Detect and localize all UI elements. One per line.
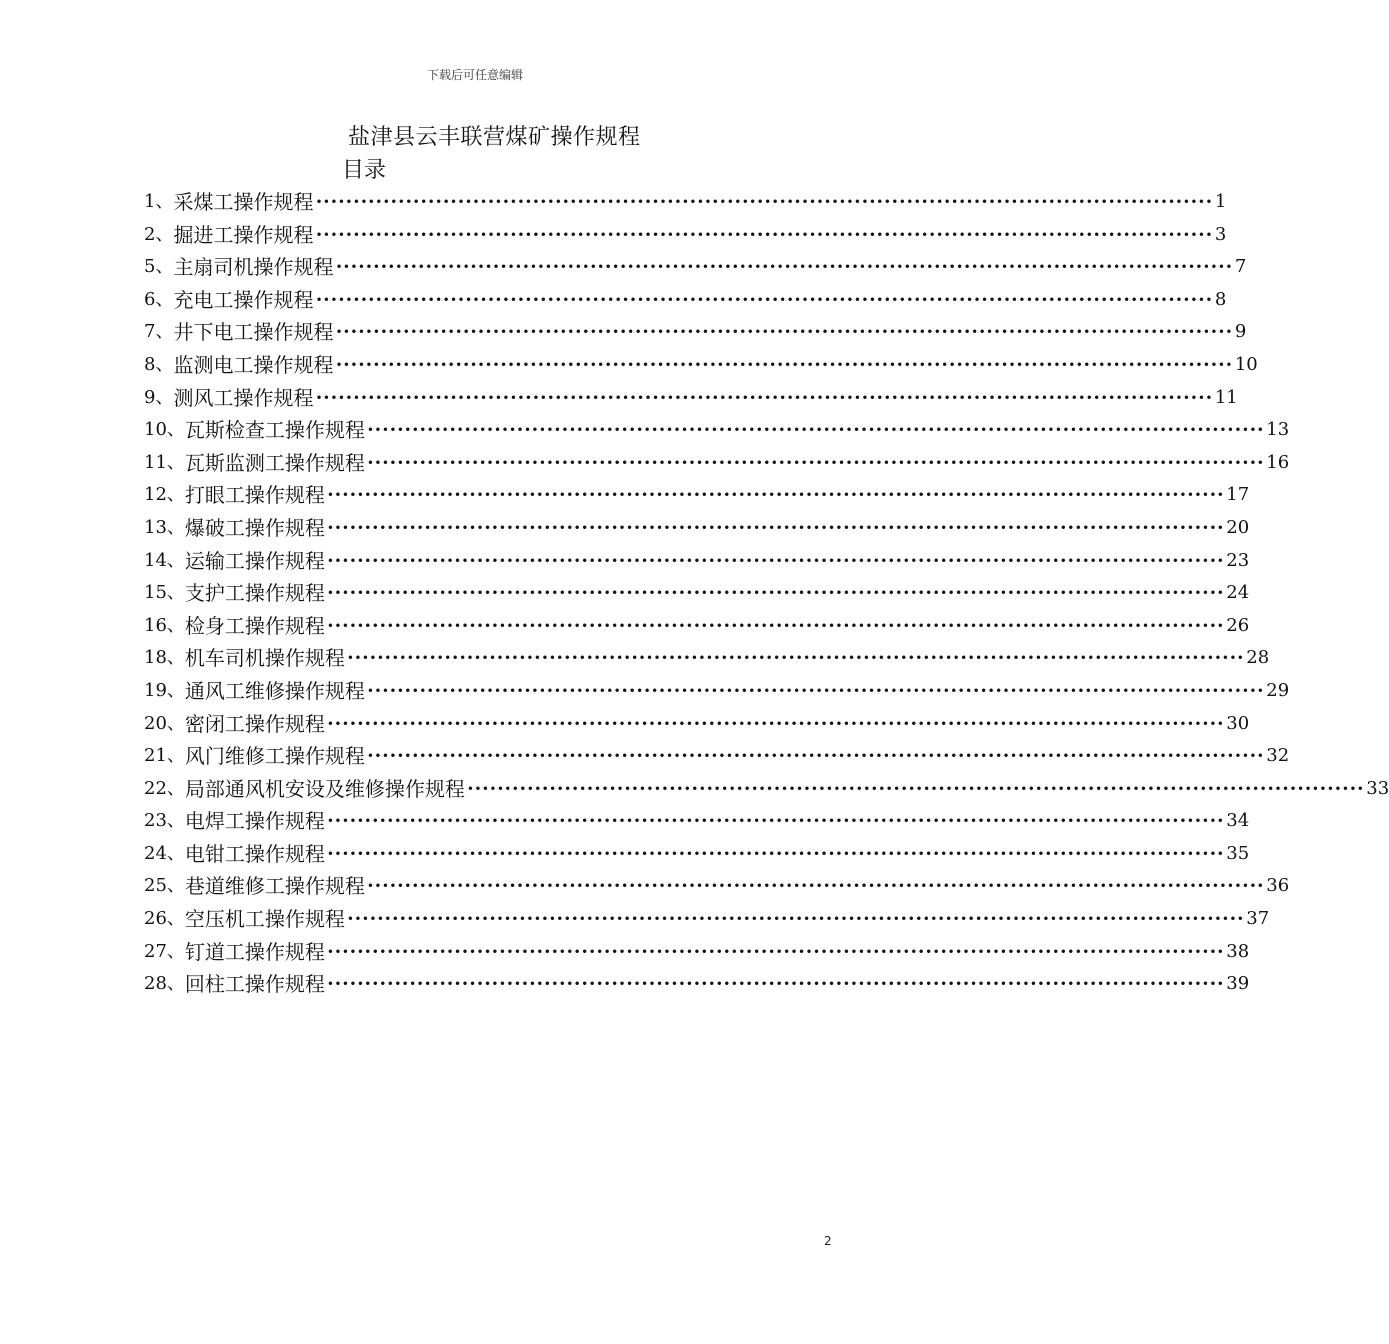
toc-item[interactable]	[144, 382, 1238, 415]
toc-item-page: 39	[1226, 973, 1250, 995]
toc-dot-leader: ••••••••••••••••••••••••••••••••••••••••••••••••••••••••••••••••••••••••••••••••••••••••••••••••••••••••••••••••••••••••	[315, 227, 1213, 242]
toc-item-number: 14、	[144, 549, 185, 571]
toc-item[interactable]	[144, 414, 1290, 447]
toc-item-page: 29	[1266, 679, 1290, 701]
toc-item-page: 26	[1226, 614, 1250, 636]
toc-item-number: 16、	[144, 614, 185, 636]
toc-item-number: 12、	[144, 484, 185, 506]
toc-item-number: 27、	[144, 940, 185, 962]
toc-item[interactable]	[144, 479, 1250, 512]
toc-item-number: 24、	[144, 842, 185, 864]
toc-heading: 目录	[342, 158, 387, 183]
toc-dot-leader: ••••••••••••••••••••••••••••••••••••••••••••••••••••••••••••••••••••••••••••••••••••••••••••••••••••••••••••••••••••••••	[326, 520, 1225, 535]
toc-item-number: 19、	[144, 679, 185, 701]
toc-dot-leader: ••••••••••••••••••••••••••••••••••••••••••••••••••••••••••••••••••••••••••••••••••••••••••••••••••••••••••••••••••••••••	[326, 716, 1225, 731]
toc-item[interactable]	[144, 447, 1290, 480]
toc-dot-leader: ••••••••••••••••••••••••••••••••••••••••••••••••••••••••••••••••••••••••••••••••••••••••••••••••••••••••••••••••••••••••	[326, 553, 1225, 568]
toc-item[interactable]	[144, 186, 1227, 219]
toc-item[interactable]	[144, 903, 1270, 936]
toc-item-label: 密闭工操作规程	[184, 711, 325, 736]
toc-item-number: 20、	[144, 712, 185, 734]
toc-item-label: 瓦斯检查工操作规程	[184, 418, 365, 443]
toc-dot-leader: ••••••••••••••••••••••••••••••••••••••••••••••••••••••••••••••••••••••••••••••••••••••••••••••••••••••••••••••••••••••••	[335, 357, 1233, 372]
toc-dot-leader: ••••••••••••••••••••••••••••••••••••••••••••••••••••••••••••••••••••••••••••••••••••••••••••••••••••••••••••••••••••••••	[315, 292, 1213, 307]
toc-item-label: 钉道工操作规程	[184, 939, 325, 964]
toc-item-label: 支护工操作规程	[184, 581, 325, 606]
toc-item-page: 13	[1266, 419, 1290, 441]
toc-item-label: 运输工操作规程	[184, 548, 325, 573]
toc-item-page: 30	[1226, 712, 1250, 734]
toc-item-label: 回柱工操作规程	[184, 972, 325, 997]
toc-item[interactable]	[144, 805, 1250, 838]
toc-dot-leader: ••••••••••••••••••••••••••••••••••••••••••••••••••••••••••••••••••••••••••••••••••••••••••••••••••••••••••••••••••••••••	[326, 944, 1225, 959]
toc-item-label: 电钳工操作规程	[184, 841, 325, 866]
toc-item[interactable]	[144, 251, 1247, 284]
toc-item-page: 8	[1214, 288, 1227, 310]
toc-item[interactable]	[144, 642, 1270, 675]
toc-item[interactable]	[144, 219, 1227, 252]
toc-item[interactable]	[144, 936, 1250, 969]
toc-dot-leader: ••••••••••••••••••••••••••••••••••••••••••••••••••••••••••••••••••••••••••••••••••••••••••••••••••••••••••••••••••••••••	[346, 651, 1245, 666]
toc-item-number: 26、	[144, 908, 185, 930]
toc-dot-leader: ••••••••••••••••••••••••••••••••••••••••••••••••••••••••••••••••••••••••••••••••••••••••••••••••••••••••••••••••••••••••	[326, 488, 1225, 503]
toc-item-page: 11	[1214, 386, 1238, 408]
toc-item-page: 35	[1226, 842, 1250, 864]
toc-item-page: 37	[1246, 908, 1270, 930]
toc-item-page: 24	[1226, 582, 1250, 604]
toc-dot-leader: ••••••••••••••••••••••••••••••••••••••••••••••••••••••••••••••••••••••••••••••••••••••••••••••••••••••••••••••••••••••••	[366, 879, 1265, 894]
toc-item-number: 15、	[144, 582, 185, 604]
toc-item[interactable]	[144, 545, 1250, 578]
toc-item-page: 32	[1266, 745, 1290, 767]
toc-item-page: 17	[1226, 484, 1250, 506]
toc-item-label: 采煤工操作规程	[173, 190, 314, 214]
toc-item-page: 28	[1246, 647, 1270, 669]
toc-item-label: 监测电工操作规程	[173, 352, 334, 377]
toc-item[interactable]	[144, 577, 1250, 610]
toc-item[interactable]	[144, 512, 1250, 545]
toc-dot-leader: ••••••••••••••••••••••••••••••••••••••••••••••••••••••••••••••••••••••••••••••••••••••••••••••••••••••••••••••••••••••••	[326, 814, 1225, 829]
toc-item-label: 充电工操作规程	[173, 287, 314, 312]
toc-item[interactable]	[144, 773, 1389, 806]
toc-item[interactable]	[144, 740, 1290, 773]
toc-item-label: 主扇司机操作规程	[173, 255, 334, 280]
toc-item[interactable]	[144, 610, 1250, 643]
toc-item[interactable]	[144, 708, 1250, 741]
toc-dot-leader: ••••••••••••••••••••••••••••••••••••••••••••••••••••••••••••••••••••••••••••••••••••••••••••••••••••••••••••••••••••••••	[366, 455, 1265, 470]
toc-dot-leader: ••••••••••••••••••••••••••••••••••••••••••••••••••••••••••••••••••••••••••••••••••••••••••••••••••••••••••••••••••••••••	[326, 586, 1225, 601]
toc-item[interactable]	[144, 968, 1250, 1001]
toc-item[interactable]	[144, 316, 1247, 349]
toc-dot-leader: ••••••••••••••••••••••••••••••••••••••••••••••••••••••••••••••••••••••••••••••••••••••••••••••••••••••••••••••••••••••••	[315, 390, 1213, 405]
toc-item-label: 风门维修工操作规程	[184, 744, 365, 769]
toc-dot-leader: ••••••••••••••••••••••••••••••••••••••••••••••••••••••••••••••••••••••••••••••••••••••••••••••••••••••••••••••••••••••••	[326, 618, 1225, 633]
document-title: 盐津县云丰联营煤矿操作规程	[348, 125, 641, 150]
toc-dot-leader: ••••••••••••••••••••••••••••••••••••••••••••••••••••••••••••••••••••••••••••••••••••••••••••••••••••••••••••••••••••••••	[315, 195, 1213, 209]
toc-item-page: 9	[1234, 321, 1247, 343]
toc-item-number: 9、	[144, 386, 174, 408]
table-of-contents	[144, 186, 1389, 1001]
toc-item-page: 7	[1234, 256, 1247, 278]
toc-item-number: 18、	[144, 647, 185, 669]
toc-dot-leader: ••••••••••••••••••••••••••••••••••••••••••••••••••••••••••••••••••••••••••••••••••••••••••••••••••••••••••••••••••••••••	[335, 260, 1233, 275]
toc-item-page: 10	[1234, 353, 1258, 375]
toc-item-label: 测风工操作规程	[173, 385, 314, 410]
toc-item-number: 25、	[144, 875, 185, 897]
header-note: 下载后可任意编辑	[426, 68, 523, 82]
toc-item-label: 检身工操作规程	[184, 613, 325, 638]
toc-item-page: 38	[1226, 940, 1250, 962]
toc-dot-leader: ••••••••••••••••••••••••••••••••••••••••••••••••••••••••••••••••••••••••••••••••••••••••••••••••••••••••••••••••••••••••	[326, 846, 1225, 861]
toc-item[interactable]	[144, 349, 1258, 382]
toc-item-number: 2、	[144, 223, 174, 245]
toc-item-label: 电焊工操作规程	[184, 809, 325, 834]
toc-item-label: 爆破工操作规程	[184, 515, 325, 540]
toc-item-label: 瓦斯监测工操作规程	[184, 450, 365, 475]
toc-item-number: 1、	[144, 191, 174, 212]
toc-item-number: 10、	[144, 419, 185, 441]
toc-item[interactable]	[144, 675, 1290, 708]
toc-item[interactable]	[144, 838, 1250, 871]
toc-item[interactable]	[144, 870, 1290, 903]
toc-dot-leader: ••••••••••••••••••••••••••••••••••••••••••••••••••••••••••••••••••••••••••••••••••••••••••••••••••••••••••••••••••••••••	[346, 912, 1245, 927]
toc-item-page: 34	[1226, 810, 1250, 832]
toc-item-number: 22、	[144, 777, 185, 799]
toc-item-label: 机车司机操作规程	[184, 646, 345, 671]
toc-dot-leader: ••••••••••••••••••••••••••••••••••••••••••••••••••••••••••••••••••••••••••••••••••••••••••••••••••••••••••••••••••••••••	[366, 683, 1265, 698]
toc-item-label: 局部通风机安设及维修操作规程	[184, 776, 465, 801]
toc-dot-leader: ••••••••••••••••••••••••••••••••••••••••••••••••••••••••••••••••••••••••••••••••••••••••••••••••••••••••••••••••••••••••	[366, 423, 1265, 438]
toc-dot-leader: ••••••••••••••••••••••••••••••••••••••••••••••••••••••••••••••••••••••••••••••••••••••••••••••••••••••••••••••••••••••••	[366, 749, 1265, 764]
toc-item-number: 8、	[144, 353, 174, 375]
toc-item-label: 通风工维修操作规程	[184, 678, 365, 703]
toc-item-number: 6、	[144, 288, 174, 310]
page-number: 2	[824, 1234, 832, 1248]
toc-item-label: 掘进工操作规程	[173, 222, 314, 247]
toc-item-number: 7、	[144, 321, 174, 343]
toc-dot-leader: ••••••••••••••••••••••••••••••••••••••••••••••••••••••••••••••••••••••••••••••••••••••••••••••••••••••••••••••••••••••••	[466, 781, 1365, 796]
toc-item-number: 28、	[144, 973, 185, 995]
toc-item-number: 5、	[144, 256, 174, 278]
toc-item-number: 13、	[144, 516, 185, 538]
toc-item-number: 21、	[144, 745, 185, 767]
toc-item-label: 打眼工操作规程	[184, 483, 325, 508]
toc-item-page: 36	[1266, 875, 1290, 897]
toc-item-label: 空压机工操作规程	[184, 907, 345, 932]
toc-dot-leader: ••••••••••••••••••••••••••••••••••••••••••••••••••••••••••••••••••••••••••••••••••••••••••••••••••••••••••••••••••••••••	[326, 977, 1225, 992]
toc-item-page: 16	[1266, 451, 1290, 473]
toc-dot-leader: ••••••••••••••••••••••••••••••••••••••••••••••••••••••••••••••••••••••••••••••••••••••••••••••••••••••••••••••••••••••••	[335, 325, 1233, 340]
toc-item-label: 巷道维修工操作规程	[184, 874, 365, 899]
toc-item-page: 23	[1226, 549, 1250, 571]
toc-item-page: 3	[1214, 223, 1227, 245]
toc-item-page: 20	[1226, 516, 1250, 538]
toc-item[interactable]	[144, 284, 1227, 317]
toc-item-label: 井下电工操作规程	[173, 320, 334, 345]
toc-item-number: 11、	[144, 451, 185, 473]
toc-item-page: 1	[1214, 191, 1227, 212]
toc-item-page: 33	[1366, 777, 1389, 799]
toc-item-number: 23、	[144, 810, 185, 832]
